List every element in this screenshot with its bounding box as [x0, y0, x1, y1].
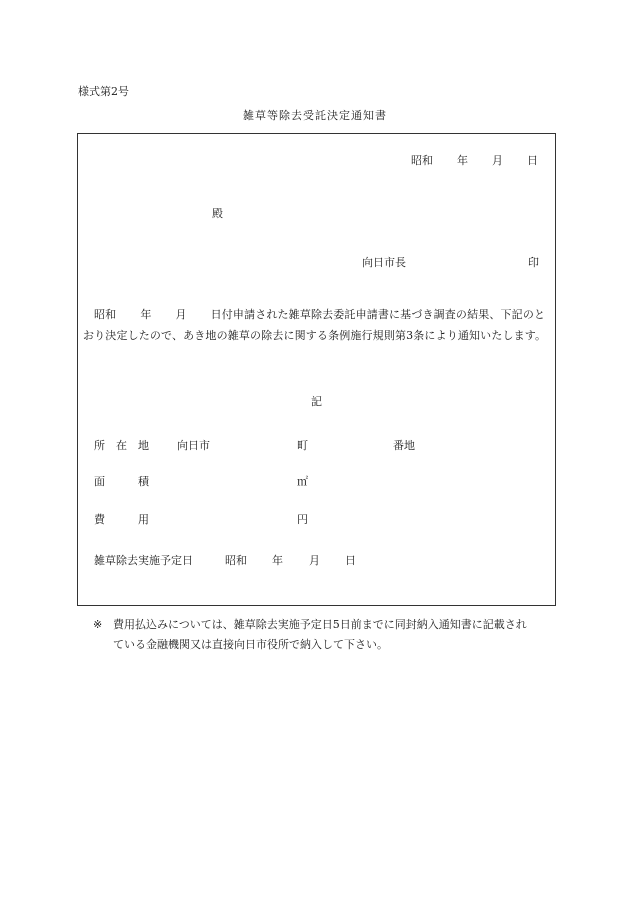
note-line-2: ている金融機関又は直接向日市役所で納入して下さい。	[113, 638, 388, 651]
location-label: 所 在 地	[94, 439, 149, 452]
body-year: 年	[140, 308, 152, 321]
issue-date-day: 日	[527, 154, 538, 167]
cost-unit: 円	[297, 513, 308, 526]
location-town: 町	[297, 439, 308, 452]
note-line-1: 費用払込みについては、雑草除去実施予定日5日前までに同封納入通知書に記載され	[113, 618, 527, 631]
schedule-era: 昭和	[225, 554, 247, 567]
location-lot: 番地	[393, 439, 415, 452]
note-mark: ※	[93, 618, 103, 631]
issuer-name: 向日市長	[362, 256, 406, 269]
issue-date	[411, 155, 538, 166]
notice-body	[83, 304, 551, 346]
location-city: 向日市	[177, 439, 210, 452]
issue-date-month: 月	[492, 154, 503, 167]
issue-date-era: 昭和	[411, 154, 433, 167]
cost-label: 費 用	[94, 513, 149, 526]
schedule-label: 雑草除去実施予定日	[94, 554, 193, 567]
form-number: 様式第2号	[78, 85, 129, 98]
schedule-year: 年	[272, 554, 283, 567]
area-label: 面 積	[94, 475, 149, 488]
body-era: 昭和	[94, 308, 117, 321]
schedule-month: 月	[309, 554, 320, 567]
notice-frame	[77, 133, 556, 606]
seal-mark: 印	[528, 256, 539, 269]
body-month: 月	[175, 308, 187, 321]
addressee-suffix: 殿	[212, 207, 223, 220]
schedule-day: 日	[345, 554, 356, 567]
document-title: 雑草等除去受託決定通知書	[243, 109, 387, 122]
ki-heading: 記	[311, 395, 322, 408]
issue-date-year: 年	[457, 154, 468, 167]
note-text	[113, 615, 558, 655]
area-unit: ㎡	[297, 475, 308, 488]
body-text: 日付申請された雑草除去委託申請書に基づき調査の結果、下記のとおり決定したので、あき地の雑草の除去に関する条例施行規則第3条により通知いたします。	[83, 308, 547, 342]
